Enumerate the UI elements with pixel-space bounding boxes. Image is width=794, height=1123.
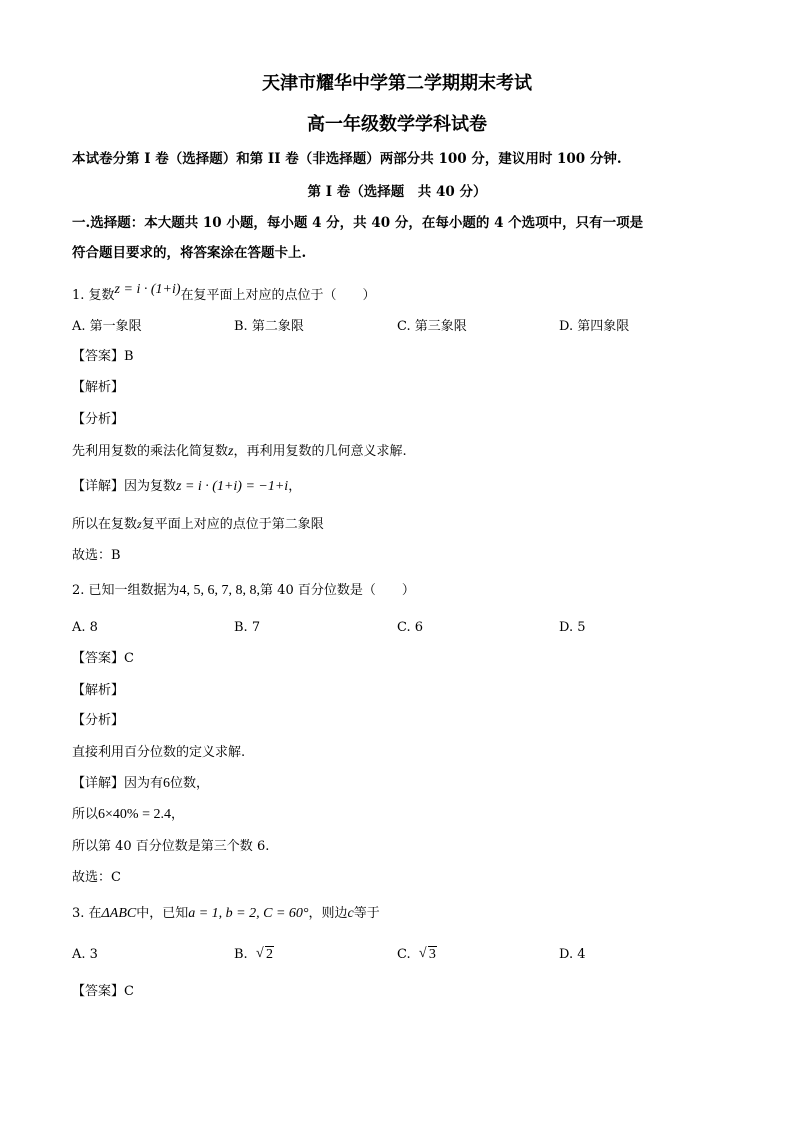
q1-detail-formula: z = i · (1+i) = −1+i xyxy=(176,479,289,494)
q3-option-c xyxy=(397,946,437,964)
q1-formula: z = i · (1+i) xyxy=(114,282,181,297)
question-1-stem xyxy=(72,282,376,305)
q1-analysis-pre: 先利用复数的乘法化简复数 xyxy=(72,444,229,459)
q2-calc-pre: 所以 xyxy=(72,807,99,822)
q2-option-b: B. 7 xyxy=(234,620,261,635)
q1-detail-post: ， xyxy=(288,479,302,494)
q1-conclusion-post: 复平面上对应的点位于第二象限 xyxy=(141,517,324,532)
q2-calc-formula: 6×40% = 2.4 xyxy=(98,807,171,822)
q2-detail-pre: 【详解】因为有 xyxy=(72,776,164,791)
q3-conditions: a = 1, b = 2, C = 60° xyxy=(188,906,309,921)
q1-analysis-var: z xyxy=(228,444,234,459)
q2-detail-post: 位数， xyxy=(170,776,210,791)
instruction-line-1: 一.选择题：本大题共 10 小题，每小题 4 分，共 40 分，在每小题的 4 个选项中，只有一项是 xyxy=(72,215,644,231)
q1-option-a: A. 第一象限 xyxy=(72,319,142,334)
q1-analysis-post: ，再利用复数的几何意义求解. xyxy=(233,444,407,459)
q1-prefix: 1. 复数 xyxy=(72,288,115,303)
q3-triangle: ΔABC xyxy=(101,906,137,921)
exam-subtitle: 高一年级数学学科试卷 xyxy=(307,114,487,135)
q1-conclusion xyxy=(72,515,324,534)
sqrt-icon xyxy=(256,946,274,964)
q1-conclusion-var: z xyxy=(137,517,142,531)
q3-answer: 【答案】C xyxy=(72,984,134,999)
q3-option-b-label: B. xyxy=(234,947,248,962)
section-heading: 第 I 卷（选择题 共 40 分） xyxy=(307,184,487,200)
q3-option-c-label: C. xyxy=(397,947,411,962)
q2-calc xyxy=(72,806,184,824)
q3-option-d: D. 4 xyxy=(559,947,586,962)
q1-jiexi-label: 【解析】 xyxy=(72,380,125,395)
q3-post1: ，则边 xyxy=(308,906,348,921)
q1-option-d: D. 第四象限 xyxy=(559,319,630,334)
question-2-stem xyxy=(72,582,415,600)
q2-choose: 故选：C xyxy=(72,870,121,885)
q2-answer: 【答案】C xyxy=(72,651,134,666)
q1-option-c: C. 第三象限 xyxy=(397,319,467,334)
q2-option-d: D. 5 xyxy=(559,620,586,635)
q3-var: c xyxy=(347,906,354,921)
q2-detail-num: 6 xyxy=(163,776,171,791)
q2-option-a: A. 8 xyxy=(72,620,98,635)
q3-option-b xyxy=(234,946,274,964)
q3-post2: 等于 xyxy=(353,906,380,921)
exam-title: 天津市耀华中学第二学期期末考试 xyxy=(262,73,532,94)
q2-jiexi-label: 【解析】 xyxy=(72,683,125,698)
q3-option-c-radicand: 3 xyxy=(428,947,436,962)
q3-option-a: A. 3 xyxy=(72,947,98,962)
q1-option-b: B. 第二象限 xyxy=(234,319,304,334)
q1-suffix: 在复平面上对应的点位于（ ） xyxy=(180,288,376,303)
q1-conclusion-pre: 所以在复数 xyxy=(72,517,138,532)
instruction-line-2: 符合题目要求的，将答案涂在答题卡上. xyxy=(72,245,307,261)
sqrt-icon xyxy=(419,946,437,964)
q2-analysis: 直接利用百分位数的定义求解. xyxy=(72,745,246,760)
q3-option-b-radicand: 2 xyxy=(265,947,273,962)
exam-intro: 本试卷分第 I 卷（选择题）和第 II 卷（非选择题）两部分共 100 分，建议用时 100 分钟. xyxy=(72,151,622,167)
q2-suffix: 第 40 百分位数是（ ） xyxy=(260,583,415,598)
q2-data: 4, 5, 6, 7, 8, 8, xyxy=(179,583,261,598)
q3-mid: 中，已知 xyxy=(136,906,189,921)
q2-option-c: C. 6 xyxy=(397,620,424,635)
q1-choose: 故选：B xyxy=(72,548,121,563)
q2-fenxi-label: 【分析】 xyxy=(72,713,125,728)
q3-prefix: 3. 在 xyxy=(72,906,102,921)
q1-detail-pre: 【详解】因为复数 xyxy=(72,479,177,494)
q1-fenxi-label: 【分析】 xyxy=(72,412,125,427)
q2-result: 所以第 40 百分位数是第三个数 6. xyxy=(72,839,270,854)
question-3-stem xyxy=(72,905,380,923)
q2-calc-post: ， xyxy=(170,807,184,822)
q1-detail xyxy=(72,478,301,496)
q1-answer: 【答案】B xyxy=(72,349,134,364)
q1-analysis xyxy=(72,443,407,461)
q2-prefix: 2. 已知一组数据为 xyxy=(72,583,180,598)
q2-detail xyxy=(72,775,209,793)
